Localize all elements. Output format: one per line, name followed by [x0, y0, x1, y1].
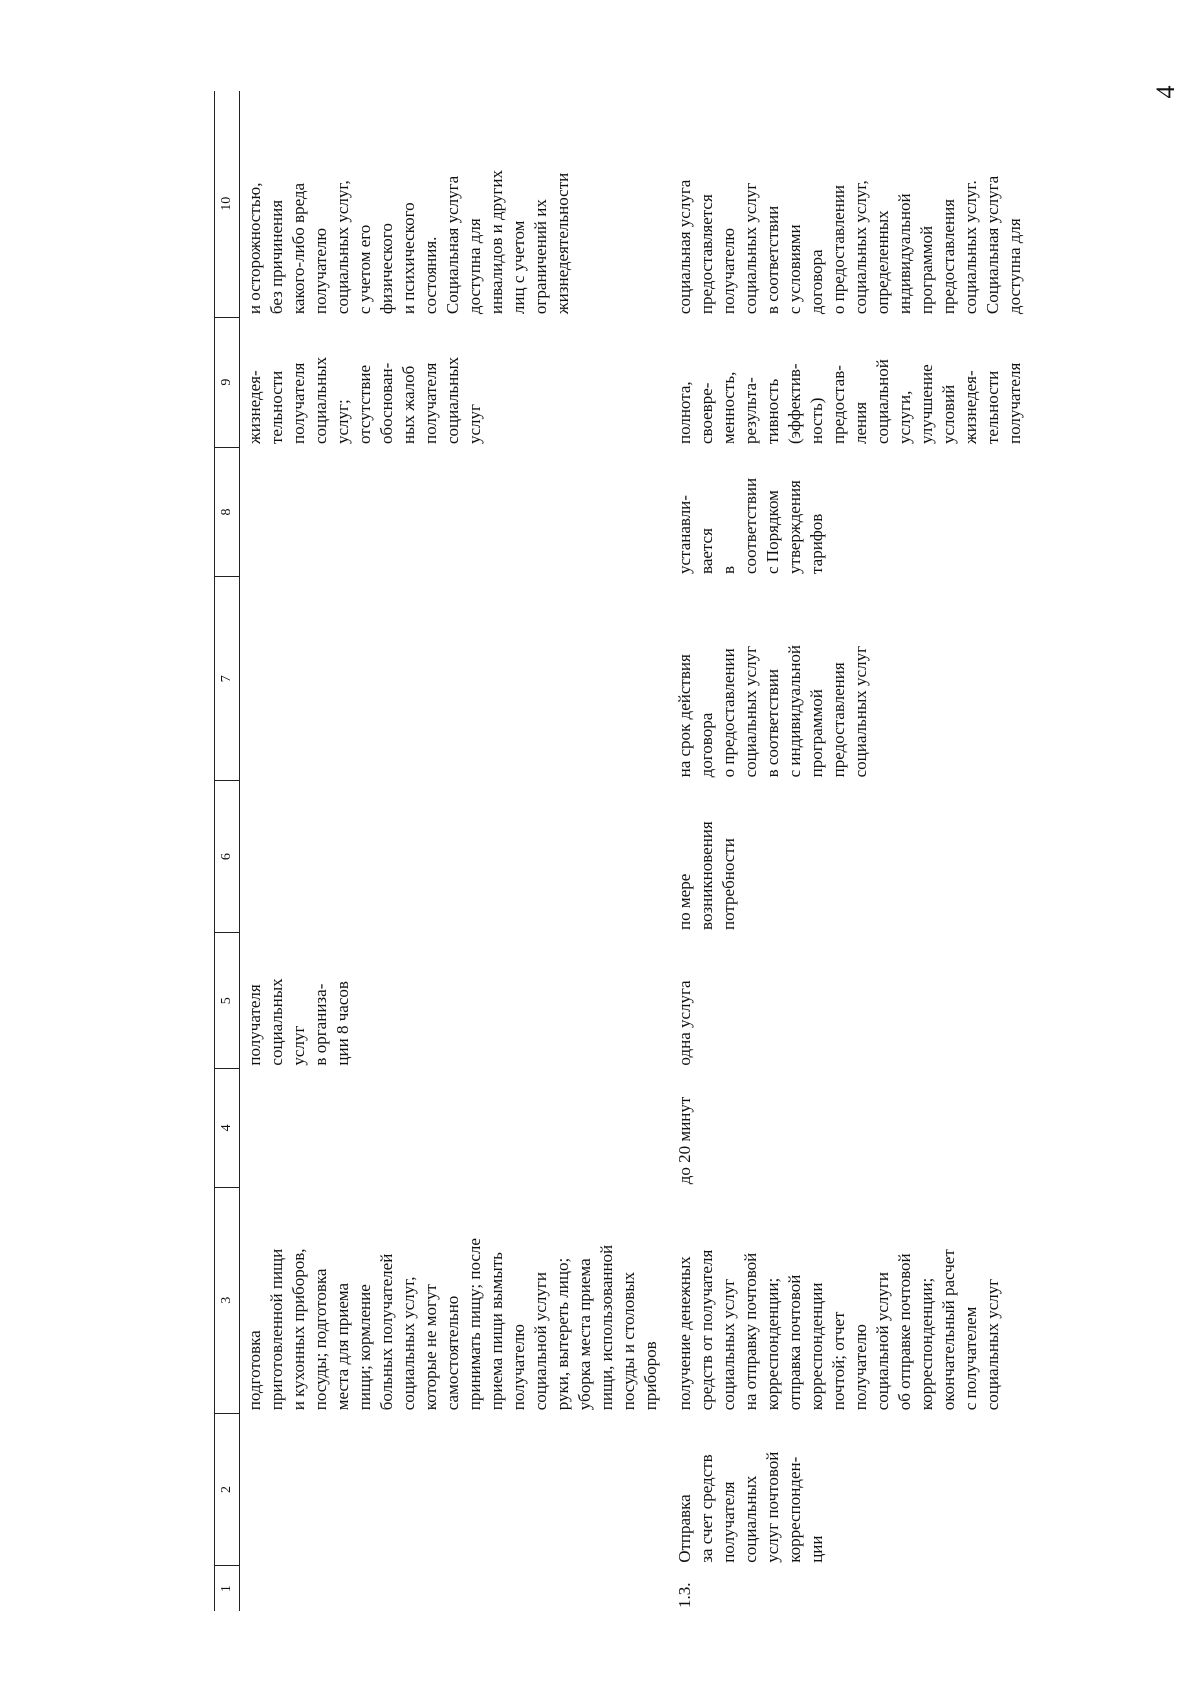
- service-conditions: социальная услуга предоставляется получателю социальных услуг в соответствии с условиями договора о предоставлении социальных услуг, определенных индивидуальной программой предоставления социальных услуг. Социальная услуга доступна для: [675, 175, 1024, 315]
- service-tariff: устанавли- вается в соответствии с Порядком утверждения тарифов: [675, 477, 826, 574]
- header-col-7: 7: [215, 577, 240, 780]
- service-name: [240, 1413, 671, 1566]
- row-number: 1.3.: [675, 1582, 694, 1608]
- service-description: получение денежных средств от получателя социальных услуг на отправку почтовой корреспонденции; отправка почтовой корреспонденции почтой; отчет получателю социальной услуги об отправке почтовой корреспонденции; окончательный расчет с получателем социальных услуг: [675, 1249, 1002, 1411]
- row-number: [240, 1566, 671, 1611]
- service-conditions: и осторожностью, без причинения какого-либо вреда получателю социальных услуг, с учетом его физического и психического состояния. Социальная услуга доступна для инвалидов и других лиц с учетом ограничений их жизнедеятельности: [245, 170, 572, 315]
- header-row: [215, 91, 240, 1611]
- service-name: Отправка за счет средств получателя социальных услуг почтовой корреспонден- ции: [675, 1451, 826, 1563]
- service-duration: [240, 1069, 671, 1188]
- services-table: [214, 91, 1034, 1611]
- header-col-3: 3: [215, 1187, 240, 1413]
- service-term: [240, 577, 671, 780]
- header-col-9: 9: [215, 317, 240, 447]
- header-col-10: 10: [215, 91, 240, 317]
- service-tariff: [240, 447, 671, 577]
- service-frequency: по мере возникновения потребности: [675, 821, 738, 930]
- service-frequency: [240, 780, 671, 933]
- quality-indicators: полнота, своевре- менность, результа- тивность (эффектив- ность) предостав- ления социальной услуги, улучшение условий жизнедея- тельности получателя: [675, 359, 1024, 445]
- service-unit: одна услуга: [675, 980, 694, 1066]
- header-col-1: 1: [215, 1566, 240, 1611]
- service-duration: до 20 минут: [675, 1096, 694, 1185]
- service-description: подготовка приготовленной пищи и кухонных приборов, посуды; подготовка места для приема пищи; кормление больных получателей социальных услуг, которые не могут самостоятельно принимать пищу; после приема пищи вымыть получателю социальной услуги руки, вытереть лицо; уборка места приема пищи, использованной посуды и столовых приборов: [245, 1238, 660, 1411]
- service-unit: получателя социальных услуг в организа- ции 8 часов: [245, 978, 352, 1066]
- header-col-8: 8: [215, 447, 240, 577]
- page-number: 4: [1151, 85, 1180, 99]
- table-row: [670, 91, 1034, 1611]
- quality-indicators: жизнедея- тельности получателя социальных услуг; отсутствие обоснован- ных жалоб получателя социальных услуг: [245, 356, 484, 445]
- rotated-table-container: [214, 91, 1200, 1611]
- header-col-5: 5: [215, 933, 240, 1069]
- header-col-4: 4: [215, 1069, 240, 1188]
- header-col-2: 2: [215, 1413, 240, 1566]
- service-term: на срок действия договора о предоставлении социальных услуг в соответствии с индивидуальной программой предоставления социальных услуг: [675, 644, 870, 778]
- header-col-6: 6: [215, 780, 240, 933]
- table-row: [240, 91, 671, 1611]
